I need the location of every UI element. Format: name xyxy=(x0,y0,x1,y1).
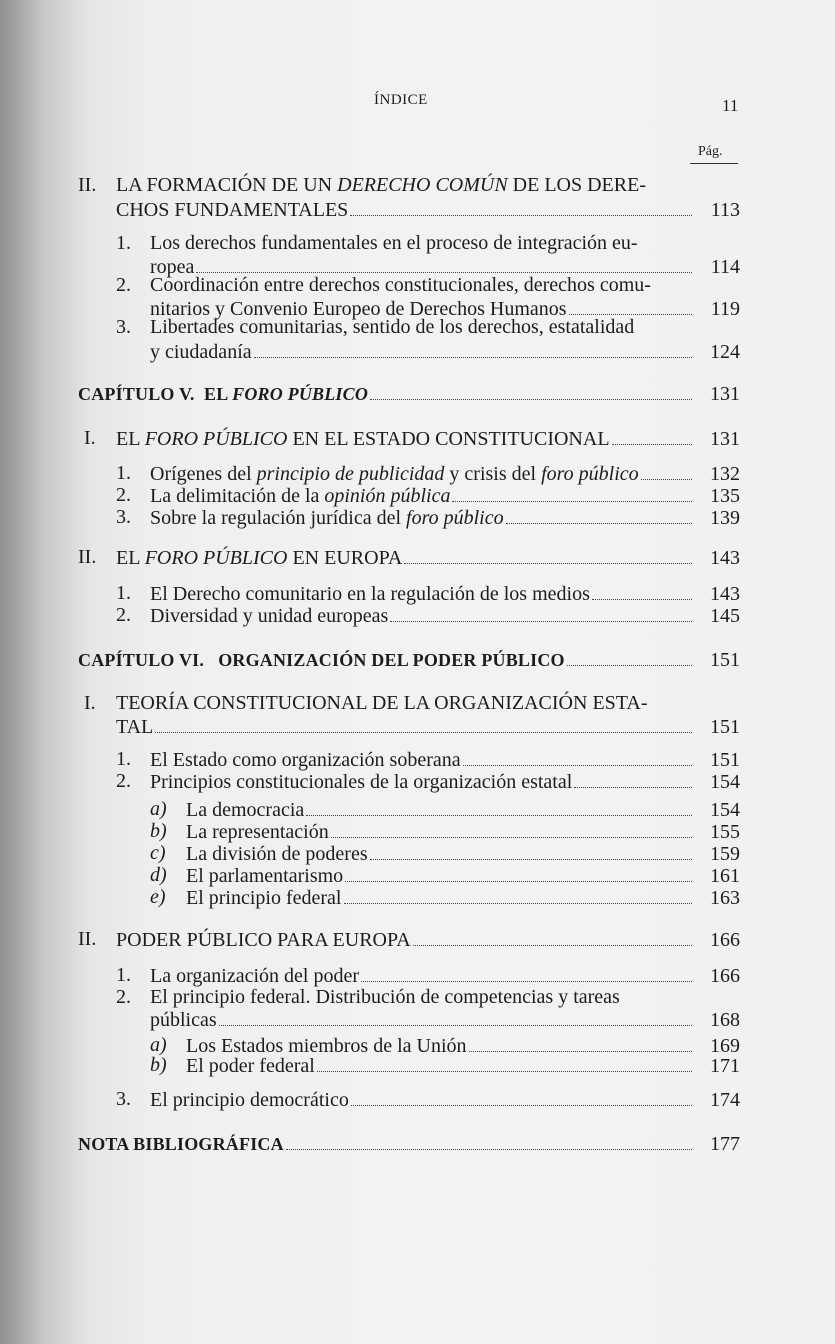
toc-entry: ropea 114 xyxy=(150,256,740,278)
toc-subitem-letter: d) xyxy=(150,864,167,886)
toc-entry: públicas 168 xyxy=(150,1009,740,1031)
toc-item-number: 2. xyxy=(116,274,131,296)
toc-item-number: 1. xyxy=(116,232,131,254)
toc-entry: La representación 155 xyxy=(186,821,740,843)
toc-entry: El parlamentarismo 161 xyxy=(186,865,740,887)
toc-item-number: 1. xyxy=(116,964,131,986)
toc-item-number: 3. xyxy=(116,1088,131,1110)
toc-entry: EL FORO PÚBLICO EN EUROPA 143 xyxy=(116,547,740,569)
toc-section-number: II. xyxy=(78,174,97,196)
toc-subitem-letter: c) xyxy=(150,842,166,864)
toc-entry: La democracia 154 xyxy=(186,799,740,821)
toc-entry: EL FORO PÚBLICO EN EL ESTADO CONSTITUCIONAL 131 xyxy=(116,428,740,450)
toc-subitem-letter: a) xyxy=(150,1034,167,1056)
toc-entry: La organización del poder 166 xyxy=(150,965,740,987)
toc-chapter-entry: CAPÍTULO V. EL FORO PÚBLICO 131 xyxy=(78,383,740,405)
toc-item-line1: Libertades comunitarias, sentido de los derechos, estatalidad xyxy=(150,316,635,338)
toc-entry: Sobre la regulación jurídica del foro público 139 xyxy=(150,507,740,529)
toc-section-number: I. xyxy=(84,692,96,714)
running-header-title: ÍNDICE xyxy=(374,92,428,108)
toc-section-number: I. xyxy=(84,427,96,449)
toc-entry: La delimitación de la opinión pública 135 xyxy=(150,485,740,507)
toc-entry: PODER PÚBLICO PARA EUROPA 166 xyxy=(116,929,740,951)
toc-section-title-line1: LA FORMACIÓN DE UN DERECHO COMÚN DE LOS DERE- xyxy=(116,174,646,196)
toc-entry: El poder federal 171 xyxy=(186,1055,740,1077)
toc-entry: El Estado como organización soberana 151 xyxy=(150,749,740,771)
toc-item-number: 1. xyxy=(116,582,131,604)
toc-section-number: II. xyxy=(78,546,97,568)
toc-item-line1: Coordinación entre derechos constitucionales, derechos comu- xyxy=(150,274,651,296)
toc-entry: El principio democrático 174 xyxy=(150,1089,740,1111)
toc-subitem-letter: a) xyxy=(150,798,167,820)
toc-item-number: 3. xyxy=(116,506,131,528)
pag-underline xyxy=(690,163,738,164)
toc-entry: Principios constitucionales de la organización estatal 154 xyxy=(150,771,740,793)
pag-column-label: Pág. xyxy=(698,144,723,159)
toc-entry: El Derecho comunitario en la regulación de los medios 143 xyxy=(150,583,740,605)
toc-item-line1: Los derechos fundamentales en el proceso de integración eu- xyxy=(150,232,638,254)
page-number: 11 xyxy=(722,96,739,115)
toc-item-line1: El principio federal. Distribución de competencias y tareas xyxy=(150,986,620,1008)
toc-entry: Los Estados miembros de la Unión 169 xyxy=(186,1035,740,1057)
toc-item-number: 1. xyxy=(116,748,131,770)
toc-chapter-entry: CAPÍTULO VI. ORGANIZACIÓN DEL PODER PÚBLICO 151 xyxy=(78,649,740,671)
toc-entry: TAL 151 xyxy=(116,716,740,738)
toc-item-number: 2. xyxy=(116,604,131,626)
toc-entry: El principio federal 163 xyxy=(186,887,740,909)
toc-subitem-letter: b) xyxy=(150,1054,167,1076)
toc-chapter-entry: NOTA BIBLIOGRÁFICA 177 xyxy=(78,1133,740,1155)
toc-entry: y ciudadanía 124 xyxy=(150,341,740,363)
toc-subitem-letter: e) xyxy=(150,886,166,908)
toc-entry: La división de poderes 159 xyxy=(186,843,740,865)
toc-entry: CHOS FUNDAMENTALES 113 xyxy=(116,199,740,221)
toc-entry: nitarios y Convenio Europeo de Derechos Humanos 119 xyxy=(150,298,740,320)
toc-entry: Diversidad y unidad europeas 145 xyxy=(150,605,740,627)
toc-item-number: 2. xyxy=(116,484,131,506)
toc-section-number: II. xyxy=(78,928,97,950)
toc-entry: Orígenes del principio de publicidad y crisis del foro público 132 xyxy=(150,463,740,485)
toc-section-title-line1: TEORÍA CONSTITUCIONAL DE LA ORGANIZACIÓN ESTA- xyxy=(116,692,648,714)
toc-item-number: 2. xyxy=(116,986,131,1008)
toc-item-number: 1. xyxy=(116,462,131,484)
toc-item-number: 2. xyxy=(116,770,131,792)
toc-item-number: 3. xyxy=(116,316,131,338)
toc-subitem-letter: b) xyxy=(150,820,167,842)
